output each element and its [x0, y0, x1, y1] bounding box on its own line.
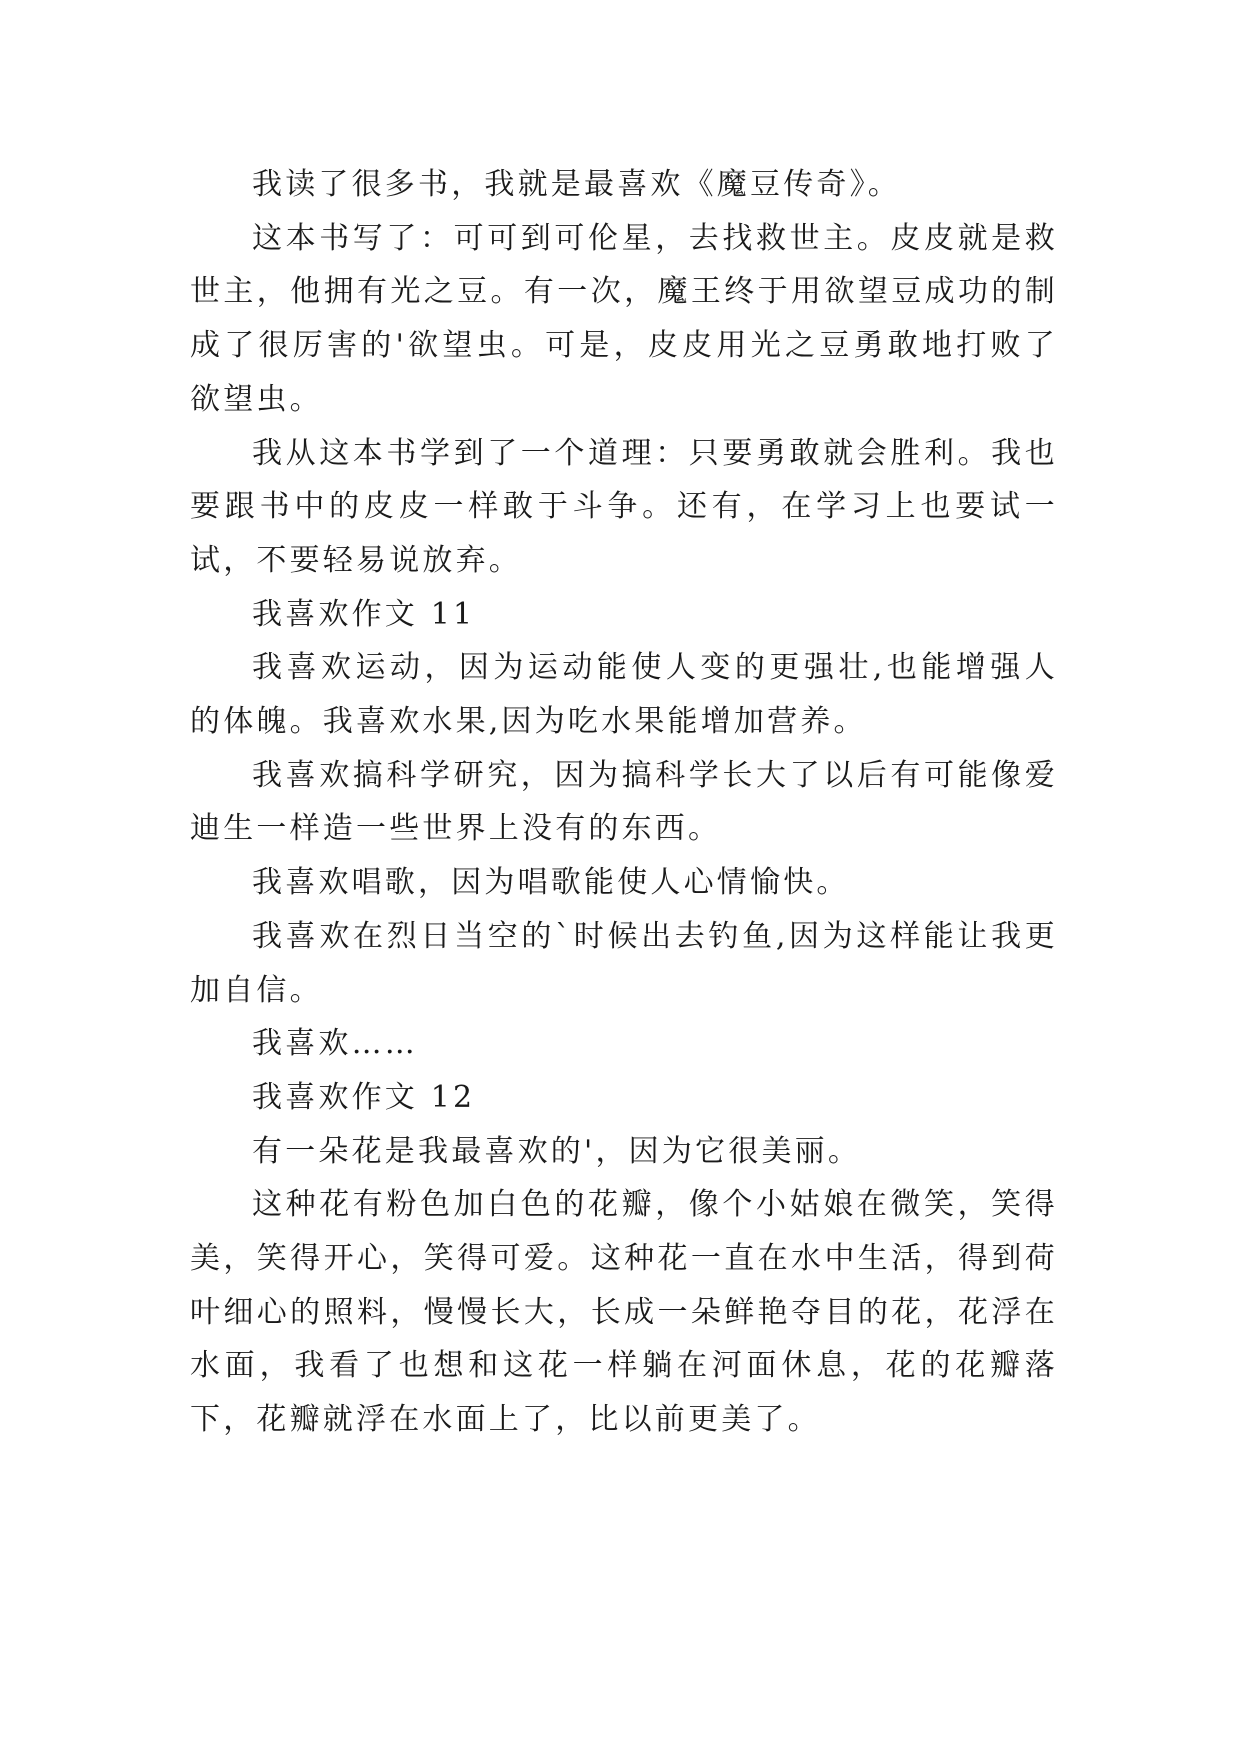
paragraph: 有一朵花是我最喜欢的'，因为它很美丽。: [252, 1133, 862, 1169]
paragraph: 我喜欢唱歌，因为唱歌能使人心情愉快。: [252, 865, 850, 901]
paragraph: 这本书写了：可可到可伦星，去找救世主。皮皮就是救世主，他拥有光之豆。有一次，魔王终于用欲望豆成功的制成了很厉害的'欲望虫。可是，皮皮用光之豆勇敢地打败了欲望虫。: [190, 220, 1058, 417]
paragraph: 我读了很多书，我就是最喜欢《魔豆传奇》。: [252, 167, 901, 202]
paragraph: 我从这本书学到了一个道理：只要勇敢就会胜利。我也要跟书中的皮皮一样敢于斗争。还有，在学习上也要试一试，不要轻易说放弃。: [190, 435, 1058, 578]
section-heading: 我喜欢作文 11: [252, 596, 476, 632]
document-body: [190, 158, 1058, 1447]
paragraph: 这种花有粉色加白色的花瓣，像个小姑娘在微笑，笑得美，笑得开心，笑得可爱。这种花一直在水中生活，得到荷叶细心的照料，慢慢长大，长成一朵鲜艳夺目的花，花浮在水面，我看了也想和这花一样躺在河面休息，花的花瓣落下，花瓣就浮在水面上了，比以前更美了。: [190, 1187, 1058, 1438]
paragraph: 我喜欢运动，因为运动能使人变的更强壮,也能增强人的体魄。我喜欢水果,因为吃水果能增加营养。: [190, 650, 1058, 740]
paragraph: 我喜欢搞科学研究，因为搞科学长大了以后有可能像爱迪生一样造一些世界上没有的东西。: [190, 757, 1058, 847]
paragraph: 我喜欢……: [252, 1026, 418, 1062]
paragraph: 我喜欢在烈日当空的`时候出去钓鱼,因为这样能让我更加自信。: [190, 918, 1058, 1008]
section-heading: 我喜欢作文 12: [252, 1079, 476, 1115]
